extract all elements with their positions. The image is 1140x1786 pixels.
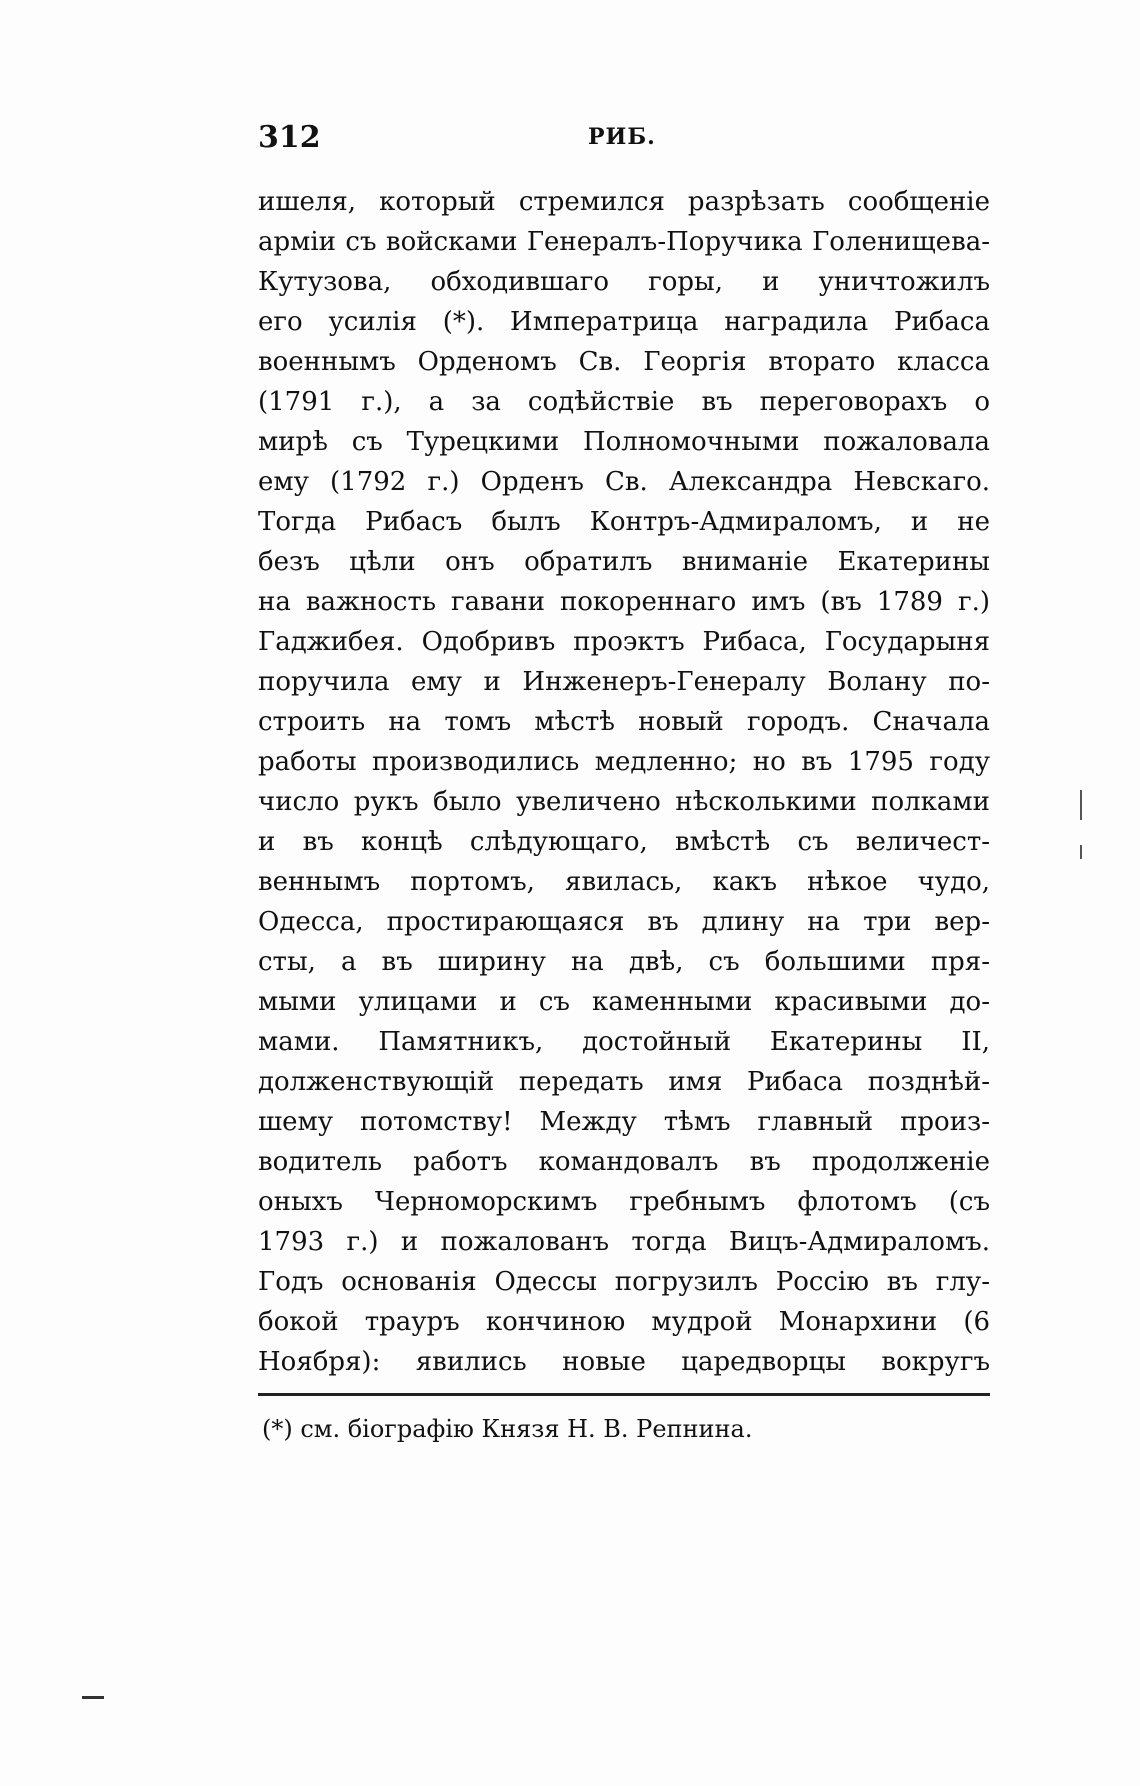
running-head: РИБ.: [588, 124, 656, 150]
text-line: Тогда Рибасъ былъ Контръ-Адмираломъ, и не: [258, 507, 990, 537]
text-line: на важность гавани покореннаго имъ (въ 1789 г.): [258, 587, 990, 617]
text-line: работы производились медленно; но въ 1795 году: [258, 747, 990, 777]
text-line: мами. Памятникъ, достойный Екатерины II,: [258, 1027, 990, 1057]
text-line: безъ цѣли онъ обратилъ вниманiе Екатерины: [258, 547, 990, 577]
text-line: поручила ему и Инженеръ-Генералу Волану по-: [258, 667, 990, 697]
footnote: (*) см. бiографiю Князя Н. В. Репнина.: [262, 1415, 753, 1443]
text-line: мирѣ съ Турецкими Полномочными пожаловала: [258, 427, 990, 457]
text-line: ему (1792 г.) Орденъ Св. Александра Невскаго.: [258, 467, 990, 497]
text-line: 1793 г.) и пожалованъ тогда Вицъ-Адмираломъ.: [258, 1227, 990, 1257]
text-line: (1791 г.), а за содѣйствiе въ переговорахъ о: [258, 387, 990, 417]
text-line: водитель работъ командовалъ въ продолженiе: [258, 1147, 990, 1177]
text-line: Ноября): явились новые царедворцы вокругъ: [258, 1347, 990, 1377]
margin-mark: [1080, 845, 1082, 859]
text-line: военнымъ Орденомъ Св. Георгiя вторато класса: [258, 347, 990, 377]
text-line: число рукъ было увеличено нѣсколькими полками: [258, 787, 990, 817]
text-line: Кутузова, обходившаго горы, и уничтожилъ: [258, 267, 990, 297]
page-number: 312: [258, 120, 321, 155]
text-line: строить на томъ мѣстѣ новый городъ. Сначала: [258, 707, 990, 737]
text-line: мыми улицами и съ каменными красивыми до-: [258, 987, 990, 1017]
margin-mark: [1080, 790, 1082, 820]
text-line: его усилiя (*). Императрица наградила Рибаса: [258, 307, 990, 337]
margin-mark: [82, 1696, 104, 1699]
text-line: Гаджибея. Одобривъ проэктъ Рибаса, Государыня: [258, 627, 990, 657]
page-header: [258, 120, 998, 160]
text-line: армiи съ войсками Генералъ-Поручика Голенищева-: [258, 227, 990, 257]
text-line: бокой трауръ кончиною мудрой Монархини (6: [258, 1307, 990, 1337]
text-line: и въ концѣ слѣдующаго, вмѣстѣ съ величест-: [258, 827, 990, 857]
text-line: шему потомству! Между тѣмъ главный произ-: [258, 1107, 990, 1137]
text-line: сты, а въ ширину на двѣ, съ большими пря-: [258, 947, 990, 977]
text-line: веннымъ портомъ, явилась, какъ нѣкое чудо,: [258, 867, 990, 897]
body-text: [258, 182, 990, 1382]
text-line: долженствующiй передать имя Рибаса позднѣй-: [258, 1067, 990, 1097]
footnote-divider: [258, 1393, 990, 1396]
text-line: оныхъ Черноморскимъ гребнымъ флотомъ (съ: [258, 1187, 990, 1217]
text-line: Одесса, простирающаяся въ длину на три вер-: [258, 907, 990, 937]
text-line: ишеля, который стремился разрѣзать сообщенiе: [258, 187, 990, 217]
text-line: Годъ основанiя Одессы погрузилъ Россiю въ глу-: [258, 1267, 990, 1297]
